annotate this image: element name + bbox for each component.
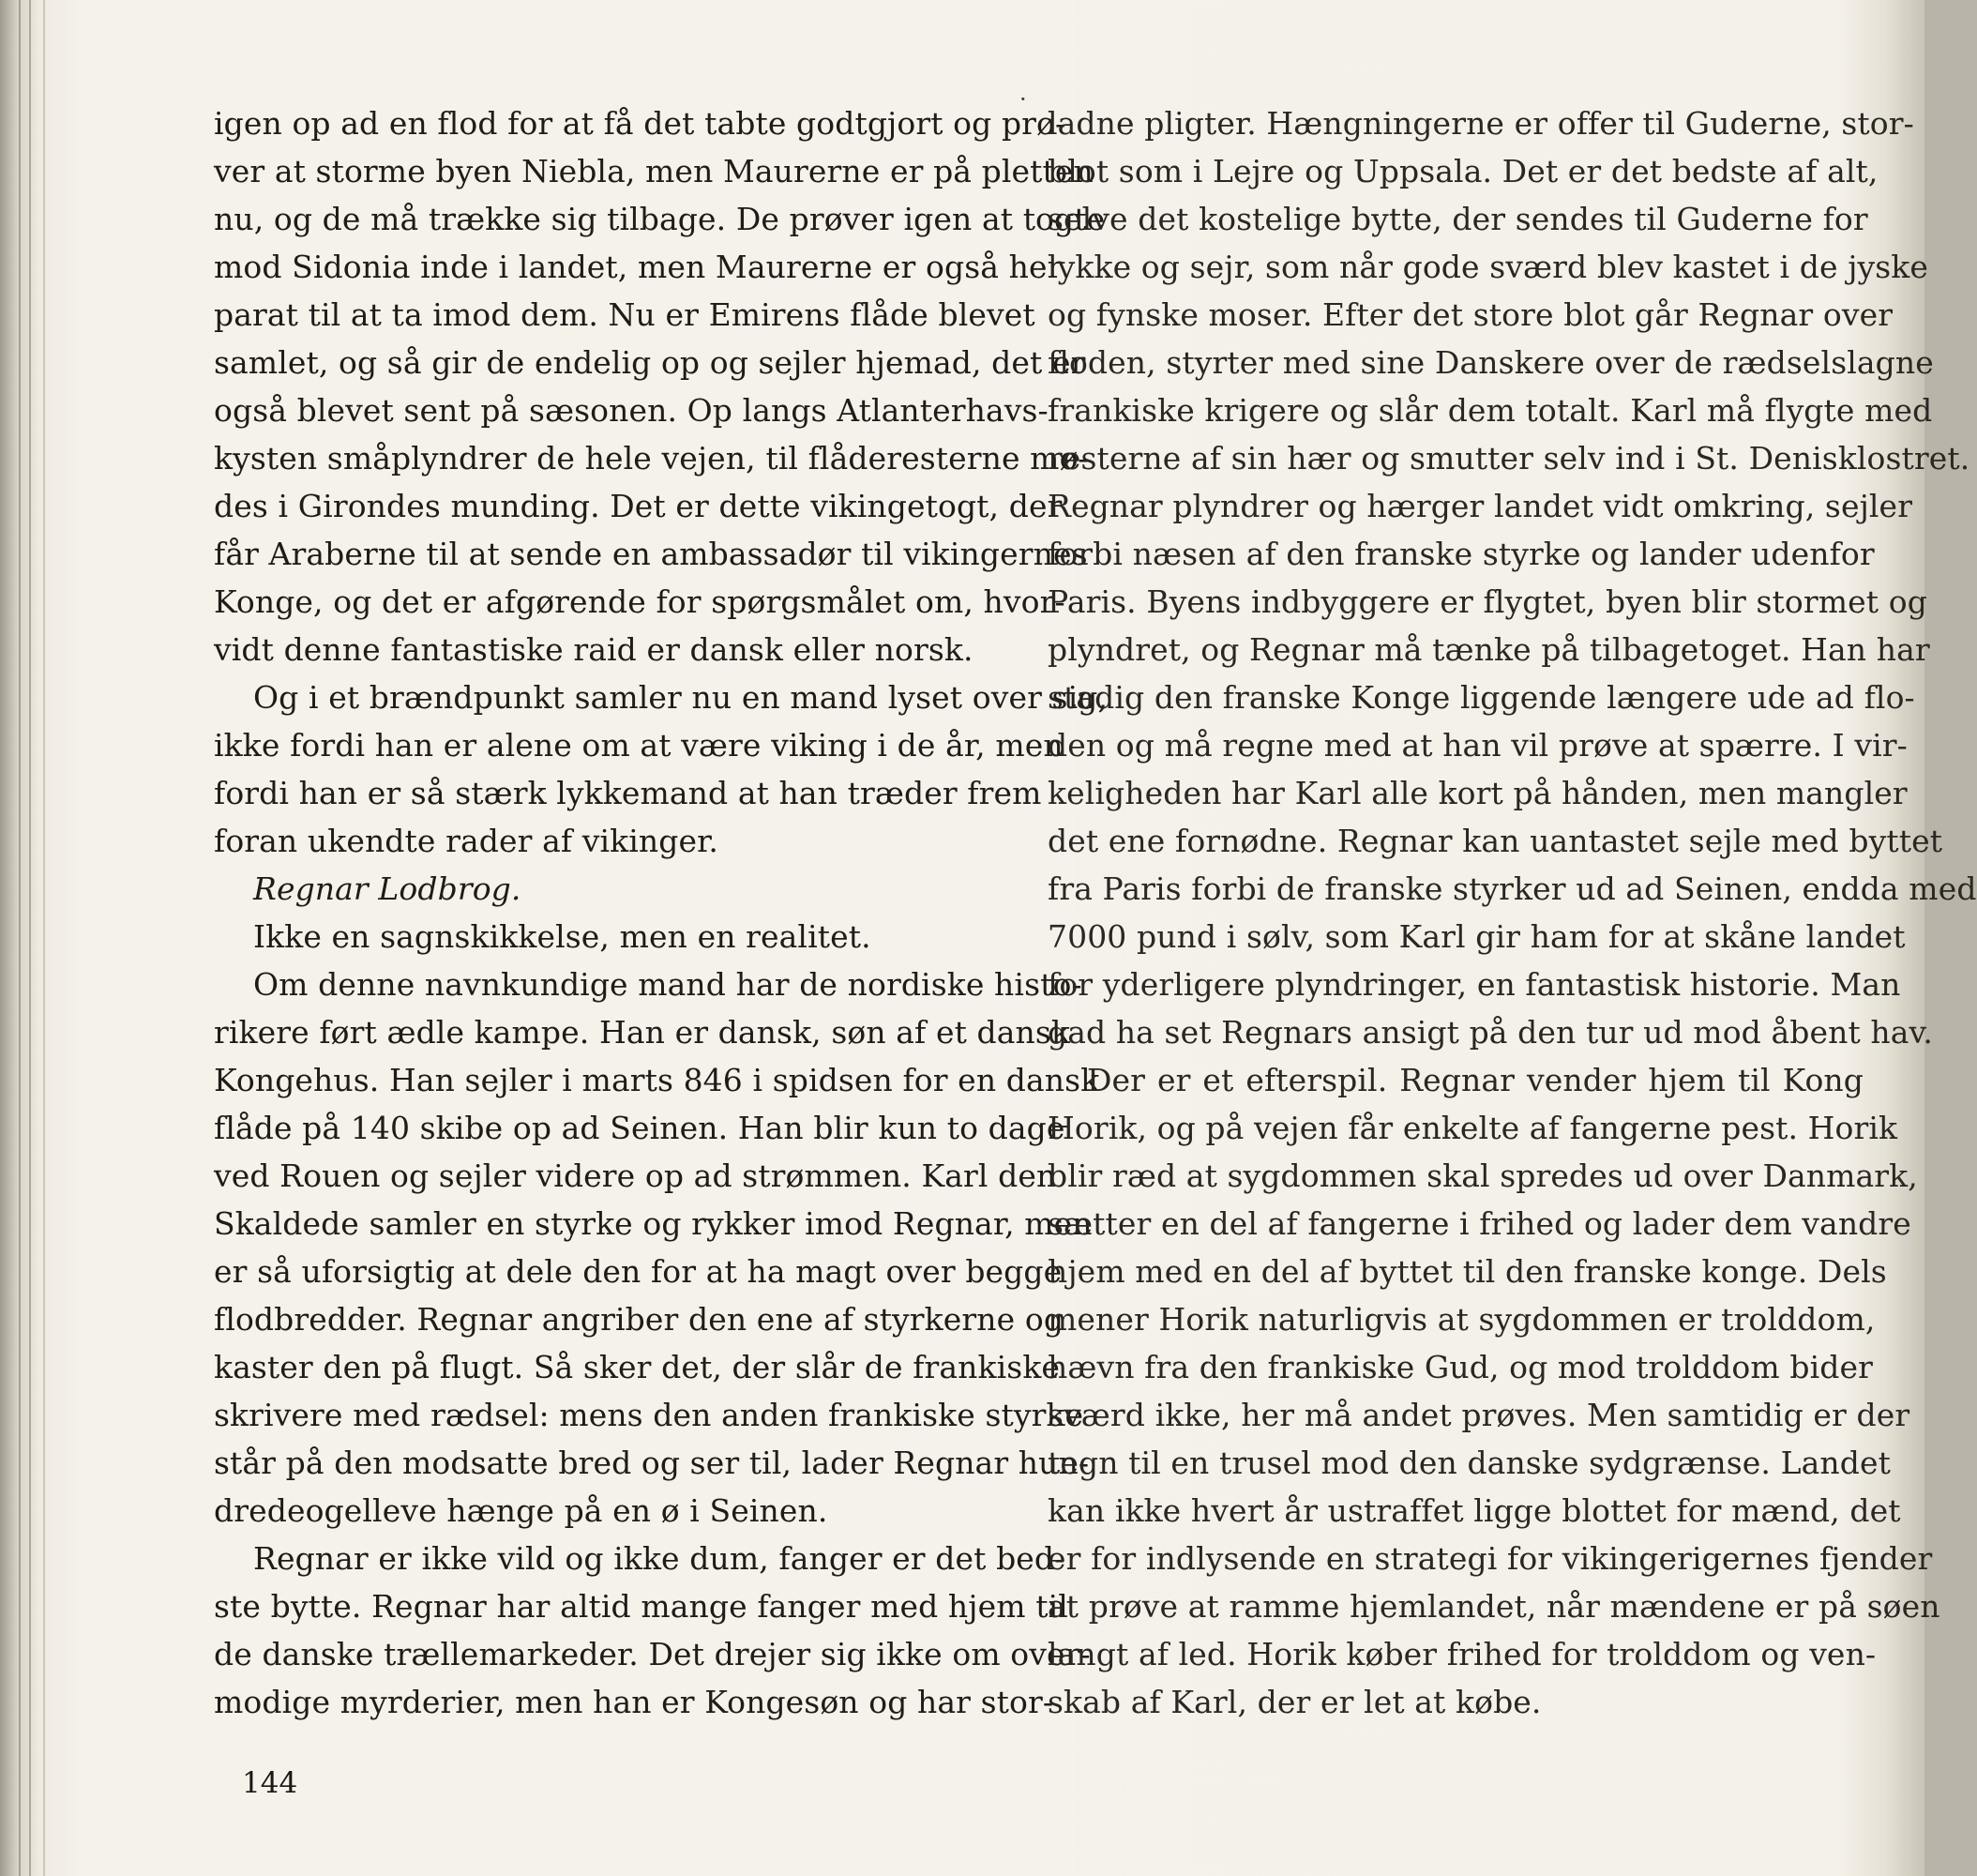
text-line: og fynske moser. Efter det store blot går Regnar over [1048,296,1894,333]
text-line: resterne af sin hær og smutter selv ind i St. Denisklostret. [1048,440,1970,477]
text-line: floden, styrter med sine Danskere over de rædselslagne [1048,344,1934,381]
text-line: Paris. Byens indbyggere er flygtet, byen blir stormet og [1048,583,1927,620]
text-line: hjem med en del af byttet til den franske konge. Dels [1048,1253,1887,1290]
text-line: rikere ført ædle kampe. Han er dansk, søn af et dansk [214,1014,1071,1051]
page-edge-line [19,0,21,1876]
text-line: ste bytte. Regnar har altid mange fanger med hjem til [214,1588,1068,1625]
text-line: modige myrderier, men han er Kongesøn og har stor- [214,1684,1054,1720]
text-line: samlet, og så gir de endelig op og sejler hjemad, det er [214,344,1086,381]
text-line: sætter en del af fangerne i frihed og lader dem vandre [1048,1205,1911,1242]
text-line: for yderligere plyndringer, en fantastisk historie. Man [1048,966,1901,1003]
text-line: Skaldede samler en styrke og rykker imod Regnar, men [214,1205,1093,1242]
text-line: langt af led. Horik køber frihed for trolddom og ven- [1048,1636,1877,1672]
text-line: Konge, og det er afgørende for spørgsmålet om, hvor- [214,583,1065,620]
text-line: skab af Karl, der er let at købe. [1048,1684,1542,1720]
text-line: plyndret, og Regnar må tænke på tilbagetoget. Han har [1048,631,1930,668]
ink-speck: · [1019,86,1027,113]
text-line: er så uforsigtig at dele den for at ha magt over begge [214,1253,1063,1290]
text-line: flodbredder. Regnar angriber den ene af styrkerne og [214,1301,1064,1338]
left-text-column [214,99,1109,1726]
text-line: skrivere med rædsel: mens den anden frankiske styrke [214,1397,1084,1433]
text-line: Om denne navnkundige mand har de nordiske histo- [253,966,1082,1003]
text-line: flåde på 140 skibe op ad Seinen. Han blir kun to dage [214,1110,1065,1146]
text-line: hævn fra den frankiske Gud, og mod trolddom bider [1048,1349,1873,1385]
text-line: Der er et efterspil. Regnar vender hjem til Kong [1087,1062,1864,1098]
text-line: står på den modsatte bred og ser til, lader Regnar hun- [214,1445,1090,1481]
text-line: Regnar er ikke vild og ikke dum, fanger er det bed- [253,1540,1065,1577]
text-line: forbi næsen af den franske styrke og lander udenfor [1048,536,1875,572]
text-line: Regnar plyndrer og hærger landet vidt omkring, sejler [1048,488,1913,524]
text-line: ikke fordi han er alene om at være viking i de år, men [214,727,1064,764]
page-number: 144 [242,1766,298,1800]
page-edge-line [43,0,45,1876]
text-line: Horik, og på vejen får enkelte af fangerne pest. Horik [1048,1110,1898,1146]
text-line: des i Girondes munding. Det er dette vikingetogt, der [214,488,1063,524]
text-line: igen op ad en flod for at få det tabte godtgjort og prø- [214,105,1066,142]
text-line: parat til at ta imod dem. Nu er Emirens flåde blevet [214,296,1035,333]
text-line: også blevet sent på sæsonen. Op langs Atlanterhavs- [214,392,1049,429]
text-line: sværd ikke, her må andet prøves. Men samtidig er der [1048,1397,1910,1433]
text-line: dredeogelleve hænge på en ø i Seinen. [214,1492,828,1529]
text-line: at prøve at ramme hjemlandet, når mændene er på søen [1048,1588,1940,1625]
text-line: selve det kostelige bytte, der sendes til Guderne for [1048,201,1868,237]
text-line: er for indlysende en strategi for vikingerigernes fjender [1048,1540,1933,1577]
text-line: fordi han er så stærk lykkemand at han træder frem [214,775,1042,811]
right-text-column [1048,99,1977,1726]
text-line: nu, og de må trække sig tilbage. De prøver igen at togte [214,201,1106,237]
text-line: keligheden har Karl alle kort på hånden, men mangler [1048,775,1908,811]
text-line: stadig den franske Konge liggende længere ude ad flo- [1048,679,1915,716]
text-line: mod Sidonia inde i landet, men Maurerne er også her [214,249,1063,285]
text-line: den og må regne med at han vil prøve at spærre. I vir- [1048,727,1908,764]
text-line: blot som i Lejre og Uppsala. Det er det bedste af alt, [1048,153,1879,189]
text-line: får Araberne til at sende en ambassadør til vikingernes [214,536,1088,572]
text-line: 7000 pund i sølv, som Karl gir ham for at skåne landet [1048,918,1906,955]
text-line: vidt denne fantastiske raid er dansk eller norsk. [214,631,973,668]
text-line: ver at storme byen Niebla, men Maurerne er på pletten [214,153,1094,189]
text-line: ladne pligter. Hængningerne er offer til Guderne, stor- [1048,105,1914,142]
text-line: frankiske krigere og slår dem totalt. Karl må flygte med [1048,392,1933,429]
text-line: Ikke en sagnskikkelse, men en realitet. [253,918,871,955]
text-line: de danske trællemarkeder. Det drejer sig ikke om over- [214,1636,1091,1672]
text-line: blir ræd at sygdommen skal spredes ud over Danmark, [1048,1157,1918,1194]
text-line: gad ha set Regnars ansigt på den tur ud mod åbent hav. [1048,1014,1933,1051]
text-line: kysten småplyndrer de hele vejen, til flåderesterne mø- [214,440,1089,477]
text-line: fra Paris forbi de franske styrker ud ad Seinen, endda med [1048,870,1977,907]
text-line: mener Horik naturligvis at sygdommen er trolddom, [1048,1301,1876,1338]
text-line: lykke og sejr, som når gode sværd blev kastet i de jyske [1048,249,1929,285]
page-edge-line [29,0,31,1876]
text-line-italic-heading: Regnar Lodbrog. [253,870,521,907]
text-line: Kongehus. Han sejler i marts 846 i spidsen for en dansk [214,1062,1100,1098]
text-line: tegn til en trusel mod den danske sydgrænse. Landet [1048,1445,1891,1481]
text-line: Og i et brændpunkt samler nu en mand lyset over sig, [253,679,1109,716]
text-line: det ene fornødne. Regnar kan uantastet sejle med byttet [1048,823,1943,859]
text-line: ved Rouen og sejler videre op ad strømmen. Karl den [214,1157,1057,1194]
text-line: kaster den på flugt. Så sker det, der slår de frankiske [214,1349,1061,1385]
text-line: foran ukendte rader af vikinger. [214,823,718,859]
text-line: kan ikke hvert år ustraffet ligge blottet for mænd, det [1048,1492,1901,1529]
